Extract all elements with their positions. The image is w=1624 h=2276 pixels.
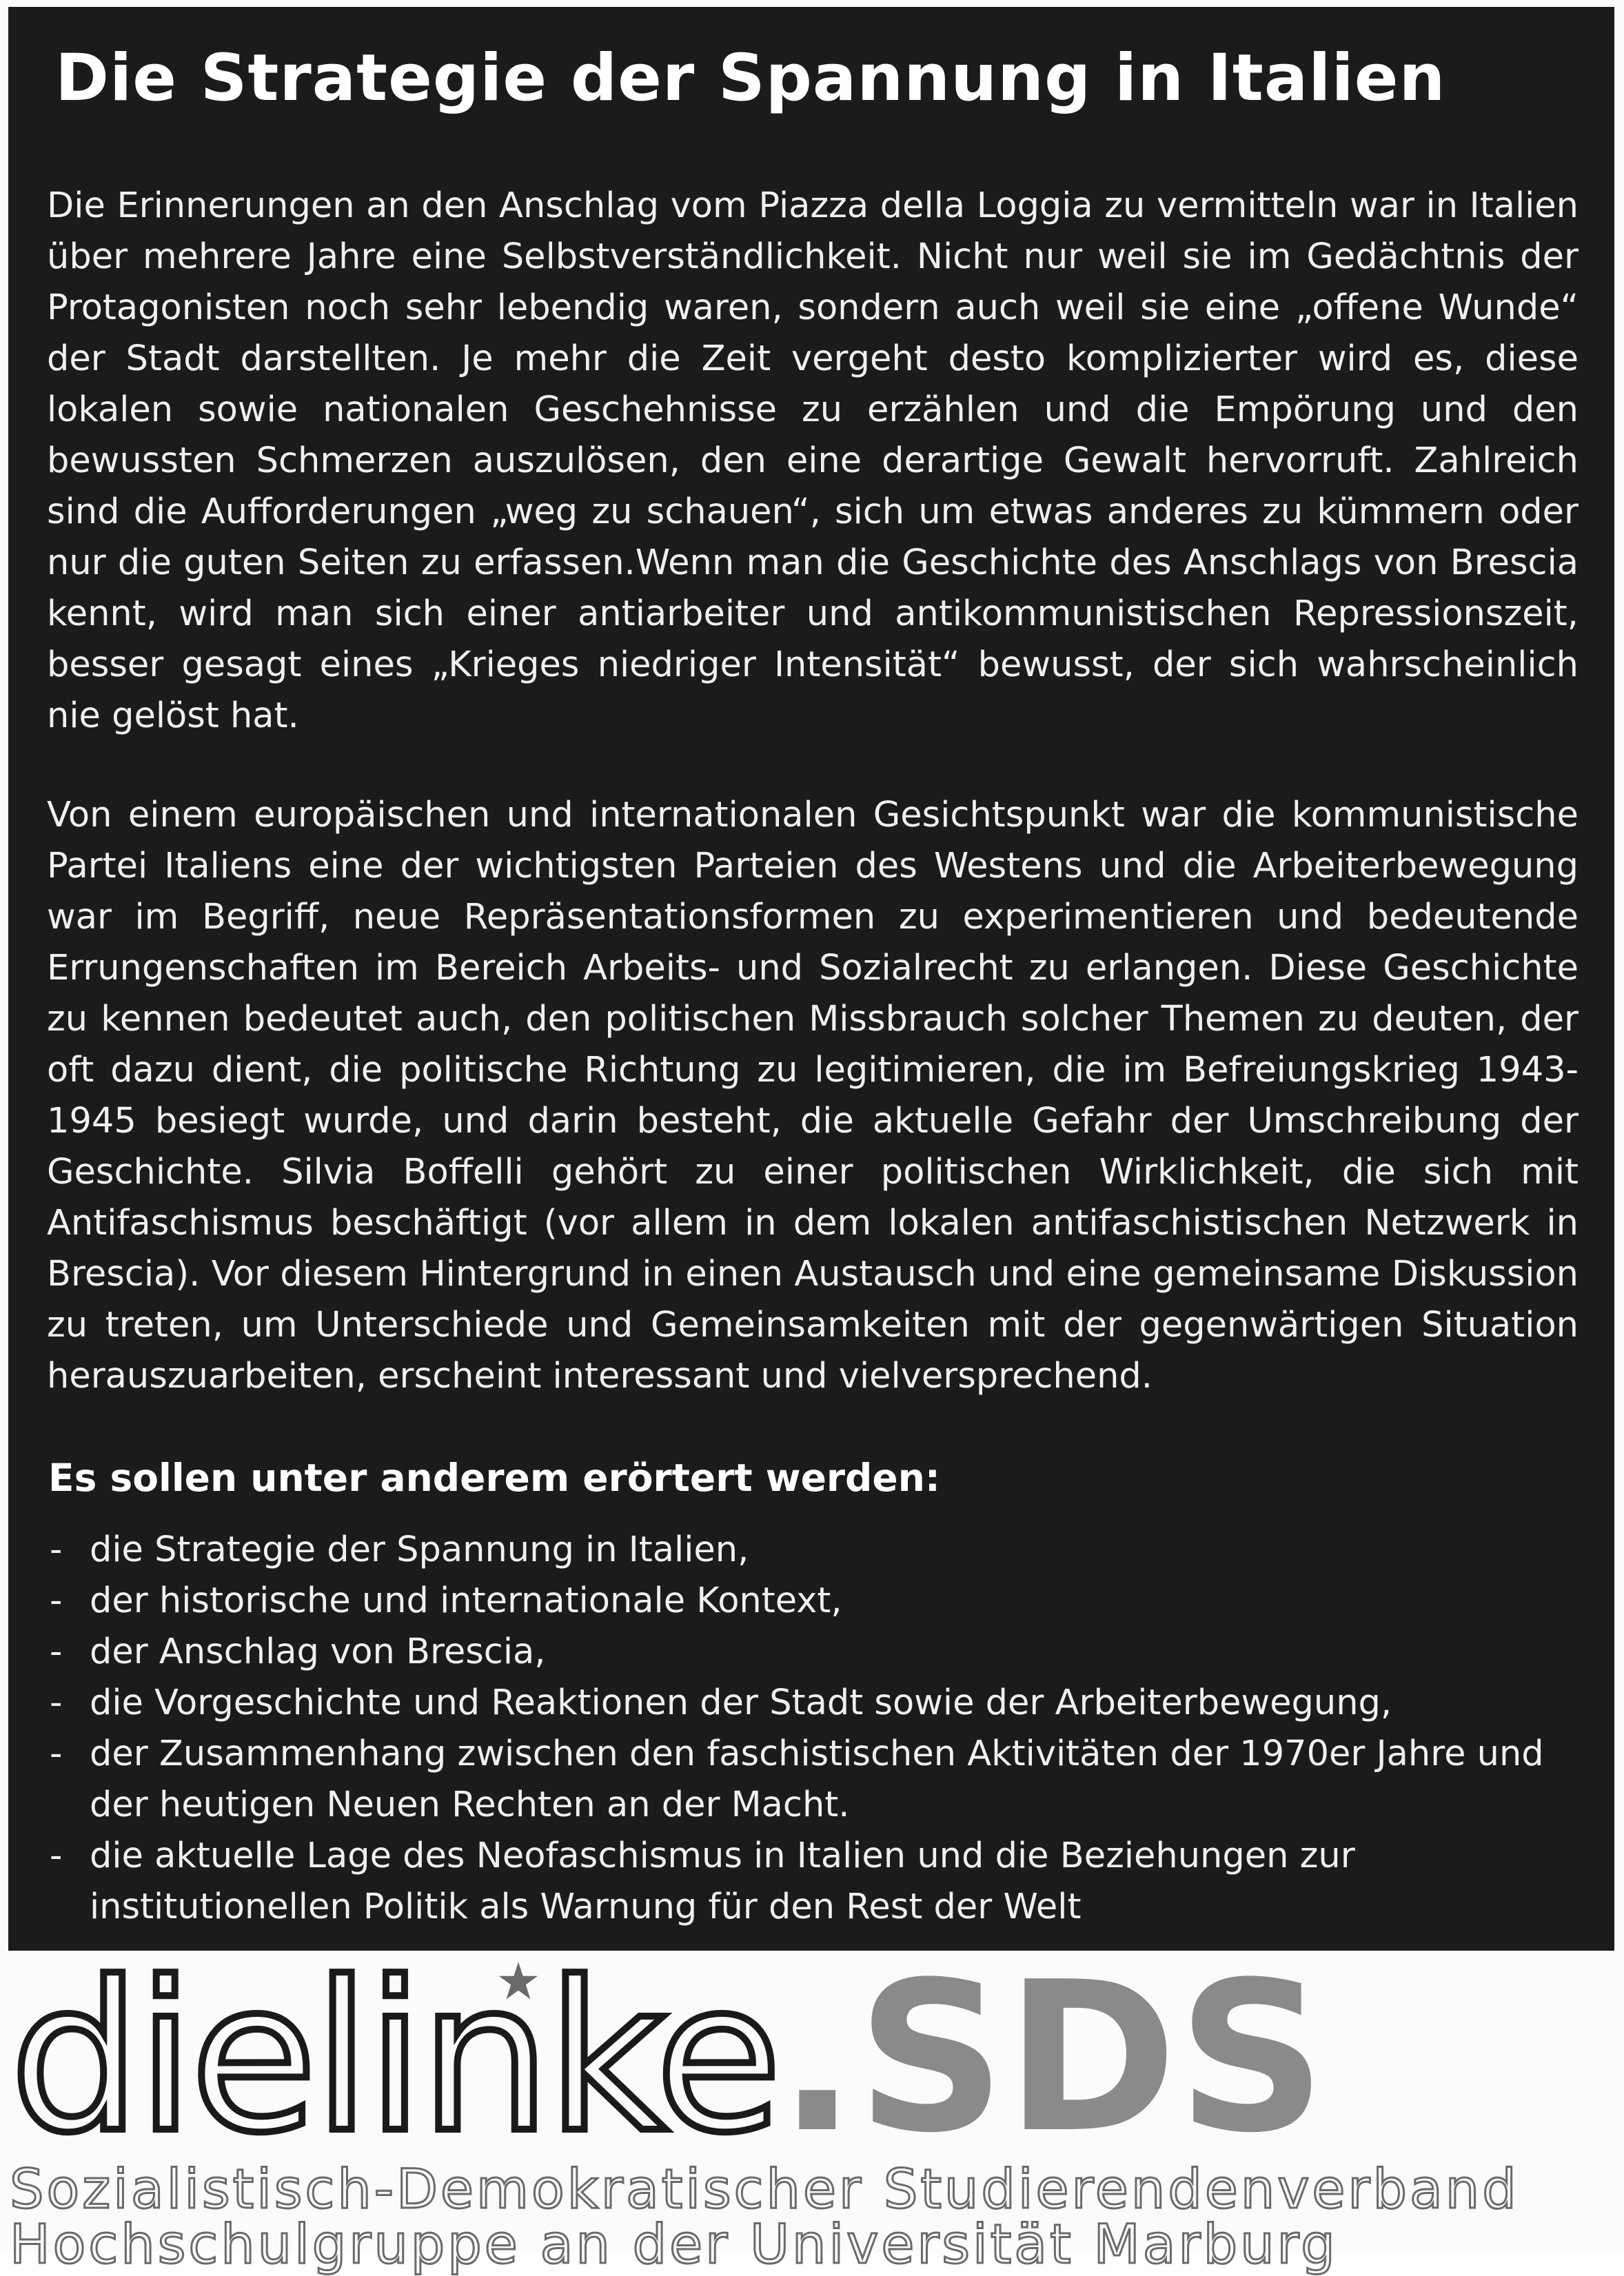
topic-text: die Vorgeschichte und Reaktionen der Stadt sowie der Arbeiterbewegung,: [90, 1683, 1392, 1723]
intro-paragraph: Die Erinnerungen an den Anschlag vom Piazza della Loggia zu vermitteln war in Italien über mehrere Jahre eine Selbstverständlichkeit. Nicht nur weil sie im Gedächtnis der Protagonisten noch sehr lebendig waren, sondern auch weil sie eine „offene Wunde“ der Stadt darstellten. Je mehr die Zeit vergeht desto komplizierter wird es, diese lokalen sowie nationalen Geschehnisse zu erzählen und die Empörung und den bewussten Schmerzen auszulösen, den eine derartige Gewalt hervorruft. Zahlreich sind die Aufforderungen „weg zu schauen“, sich um etwas anderes zu kümmern oder nur die guten Seiten zu erfassen.Wenn man die Geschichte des Anschlags von Brescia kennt, wird man sich einer antiarbeiter und antikommunistischen Repressionszeit, besser gesagt eines „Krieges niedriger Intensität“ bewusst, der sich wahrscheinlich nie gelöst hat.: [47, 185, 1579, 736]
logo-wordmark: [10, 1938, 1326, 2178]
dash-marker: -: [50, 1734, 63, 1774]
logo-subtitle-line1: Sozialistisch-Demokratischer Studierendenverband: [10, 2159, 1519, 2221]
context-paragraph: Von einem europäischen und internationalen Gesichtspunkt war die kommunistische Partei Italiens eine der wichtigsten Parteien des Westens und die Arbeiterbewegung war im Begriff, neue Repräsentationsformen zu experimentieren und bedeutende Errungenschaften im Bereich Arbeits- und Sozialrecht zu erlangen. Diese Geschichte zu kennen bedeutet auch, den politischen Missbrauch solcher Themen zu deuten, der oft dazu dient, die politische Richtung zu legitimieren, die im Befreiungskrieg 1943-1945 besiegt wurde, und darin besteht, die aktuelle Gefahr der Umschreibung der Geschichte. Silvia Boffelli gehört zu einer politischen Wirklichkeit, die sich mit Antifaschismus beschäftigt (vor allem in dem lokalen antifaschistischen Netzwerk in Brescia). Vor diesem Hintergrund in einen Austausch und eine gemeinsame Diskussion zu treten, um Unterschiede und Gemeinsamkeiten mit der gegenwärtigen Situation herauszuarbeiten, erscheint interessant und vielversprechend.: [47, 795, 1579, 1396]
list-item: [40, 1831, 1592, 1933]
list-item: [40, 1576, 1592, 1627]
topic-text: der Anschlag von Brescia,: [90, 1632, 546, 1672]
content-panel: [8, 7, 1614, 1951]
dielinke-sds-logo: [0, 1938, 1624, 2276]
topics-list: [40, 1525, 1579, 1933]
list-item: [40, 1678, 1592, 1729]
list-item: [40, 1525, 1592, 1576]
flyer-title: Die Strategie der Spannung in Italien: [55, 41, 1446, 116]
topic-text: der Zusammenhang zwischen den faschistischen Aktivitäten der 1970er Jahre und der heutigen Neuen Rechten an der Macht.: [90, 1734, 1544, 1825]
logo-sds: .SDS: [778, 1938, 1326, 2178]
dash-marker: -: [50, 1683, 63, 1723]
logo-dielinke: dielinke: [10, 1938, 778, 2178]
dash-marker: -: [50, 1530, 63, 1570]
topic-text: die Strategie der Spannung in Italien,: [90, 1530, 749, 1570]
dash-marker: -: [50, 1632, 63, 1672]
topic-text: die aktuelle Lage des Neofaschismus in Italien und die Beziehungen zur institutionellen Politik als Warnung für den Rest der Welt: [90, 1836, 1355, 1927]
topics-heading: Es sollen unter anderem erörtert werden:: [48, 1456, 940, 1500]
list-item: [40, 1729, 1592, 1831]
dash-marker: -: [50, 1836, 63, 1876]
list-item: [40, 1627, 1592, 1678]
dash-marker: -: [50, 1581, 63, 1621]
topic-text: der historische und internationale Kontext,: [90, 1581, 842, 1621]
logo-subtitle-line2: Hochschulgruppe an der Universität Marburg: [10, 2214, 1338, 2276]
